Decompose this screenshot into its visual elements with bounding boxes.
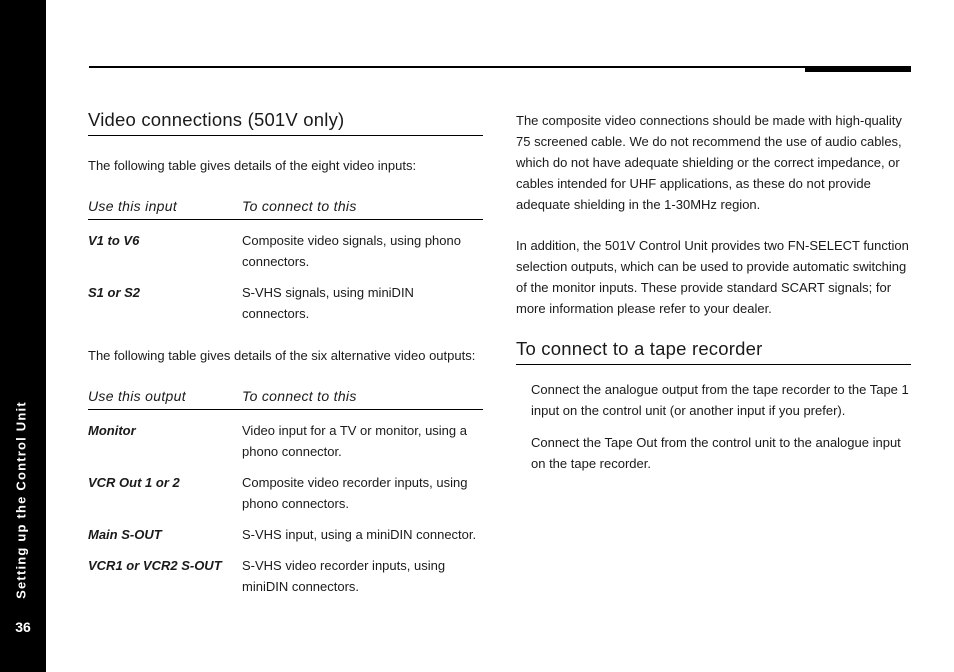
table-row <box>88 524 483 545</box>
row-key: V1 to V6 <box>88 233 140 248</box>
inputs-table-header <box>88 196 483 220</box>
table-row <box>88 230 483 272</box>
video-outputs-intro: The following table gives details of the six alternative video outputs: <box>88 348 476 363</box>
row-value: S-VHS input, using a miniDIN connector. <box>242 527 477 542</box>
tape-step-2: Connect the Tape Out from the control unit to the analogue input on the tape recorder. <box>531 435 901 471</box>
left-column <box>88 108 483 597</box>
header-rule <box>89 66 805 68</box>
row-value: Composite video recorder inputs, using phono connectors. <box>242 475 468 511</box>
video-connections-heading: Video connections (501V only) <box>88 108 483 136</box>
section-title: Setting up the Control Unit <box>13 401 29 599</box>
row-key: VCR1 or VCR2 S-OUT <box>88 558 222 573</box>
row-key: Monitor <box>88 423 136 438</box>
row-key: VCR Out 1 or 2 <box>88 475 180 490</box>
inputs-col2-header: To connect to this <box>242 198 357 214</box>
header-rule-accent <box>805 66 911 72</box>
table-row <box>88 472 483 514</box>
row-key: S1 or S2 <box>88 285 141 300</box>
row-key: Main S-OUT <box>88 527 162 542</box>
row-value: S-VHS video recorder inputs, using miniDIN connectors. <box>242 558 446 594</box>
table-row <box>88 282 483 324</box>
side-tab <box>0 0 46 672</box>
inputs-col1-header: Use this input <box>88 198 178 214</box>
right-column <box>516 110 911 474</box>
outputs-col2-header: To connect to this <box>242 388 357 404</box>
tape-step-1: Connect the analogue output from the tape recorder to the Tape 1 input on the control unit (or another input if you prefer). <box>531 382 909 418</box>
row-value: S-VHS signals, using miniDIN connectors. <box>242 285 414 321</box>
table-row <box>88 420 483 462</box>
outputs-col1-header: Use this output <box>88 388 186 404</box>
table-row <box>88 555 483 597</box>
outputs-table-header <box>88 386 483 410</box>
fn-select-paragraph: In addition, the 501V Control Unit provides two FN-SELECT function selection outputs, which can be used to provide automatic switching of the monitor inputs. These provide standard SCART signals; for more information please refer to your dealer. <box>516 238 909 316</box>
row-value: Video input for a TV or monitor, using a phono connector. <box>242 423 467 459</box>
cable-paragraph: The composite video connections should be made with high-quality 75 screened cable. We do not recommend the use of audio cables, which do not have adequate shielding or the correct impedance, or cables intended for UHF applications, as these do not provide adequate shielding in the 1-30MHz region. <box>516 113 902 212</box>
tape-recorder-heading: To connect to a tape recorder <box>516 337 911 365</box>
page-number: 36 <box>15 619 31 635</box>
row-value: Composite video signals, using phono connectors. <box>242 233 461 269</box>
video-inputs-intro: The following table gives details of the eight video inputs: <box>88 158 417 173</box>
